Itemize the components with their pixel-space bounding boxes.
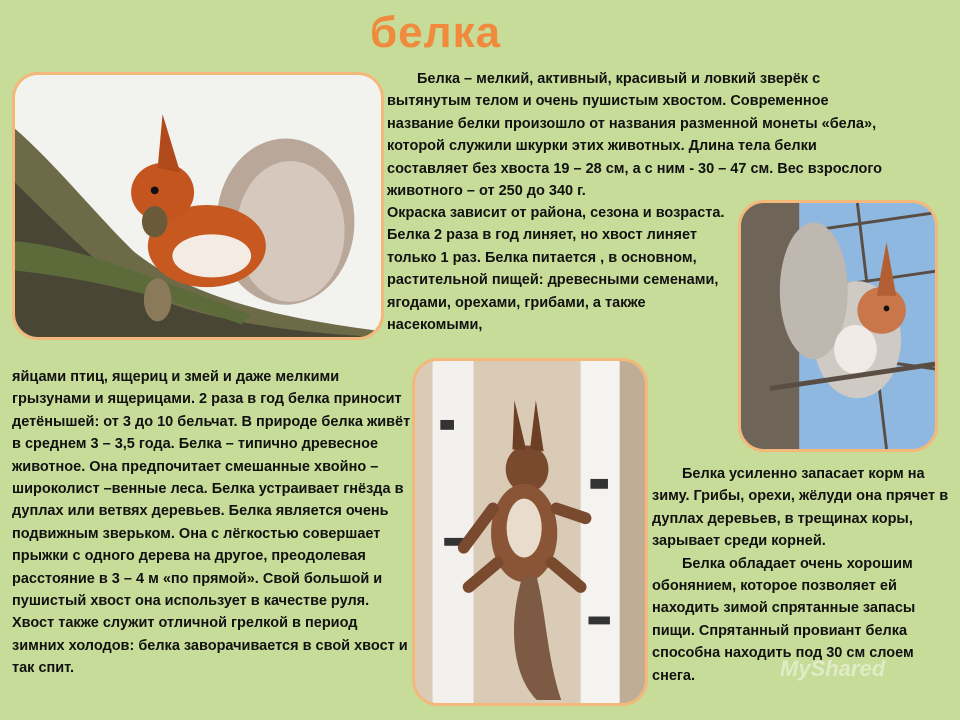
squirrel-branch-photo xyxy=(12,72,384,340)
behavior-paragraph xyxy=(12,366,412,680)
coloring-text: Окраска зависит от района, сезона и возраста. Белка 2 раза в год линяет, но хвост линяет только 1 раз. Белка питается , в основном, растительной пищей: древесными семенами, ягодами, орехами, грибами, а также насекомыми, xyxy=(387,205,725,334)
watermark: MyShared xyxy=(780,656,886,681)
smell-text: Белка обладает очень хорошим обонянием, которое позволяет ей находить зимой спрятанные запасы пищи. Спрятанный провиант белка способна находить под 30 см слоем снега. xyxy=(652,555,916,684)
squirrel-tree-photo xyxy=(738,200,938,452)
storage-paragraph xyxy=(652,463,950,687)
behavior-text: яйцами птиц, ящериц и змей и даже мелкими грызунами и ящерицами. 2 раза в год белка приносит детёнышей: от 3 до 10 бельчат. В природе белка живёт в среднем 3 – 3,5 года. Белка – типично древесное животное. Она предпочитает смешанные хвойно –широколист –венные леса. Белка устраивает гнёзда в дуплах или ветвях деревьев. Белка является очень подвижным зверьком. Она с лёгкостью совершает прыжки с одного дерева на другое, преодолевая расстояние в 3 – 4 м «по прямой». Свой большой и пушистый хвост она использует в качестве руля. Хвост также служит отличной грелкой в период зимних холодов: белка заворачивается в свой хвост и так спит. xyxy=(12,369,411,677)
intro-paragraph xyxy=(387,68,887,202)
squirrel-birch-photo xyxy=(412,358,648,706)
page-title: белка xyxy=(370,8,502,57)
coloring-paragraph xyxy=(387,202,732,336)
storage-text: Белка усиленно запасает корм на зиму. Грибы, орехи, жёлуди она прячет в дуплах деревьев, в трещинах коры, зарывает среди корней. xyxy=(652,466,949,550)
intro-text: Белка – мелкий, активный, красивый и ловкий зверёк с вытянутым телом и очень пушистым хвостом. Современное название белки произошло от названия разменной монеты «бела», которой служили шкурки этих животных. Длина тела белки составляет без хвоста 19 – 28 см, а с ним - 30 – 47 см. Вес взрослого животного – от 250 до 340 г. xyxy=(387,71,883,200)
